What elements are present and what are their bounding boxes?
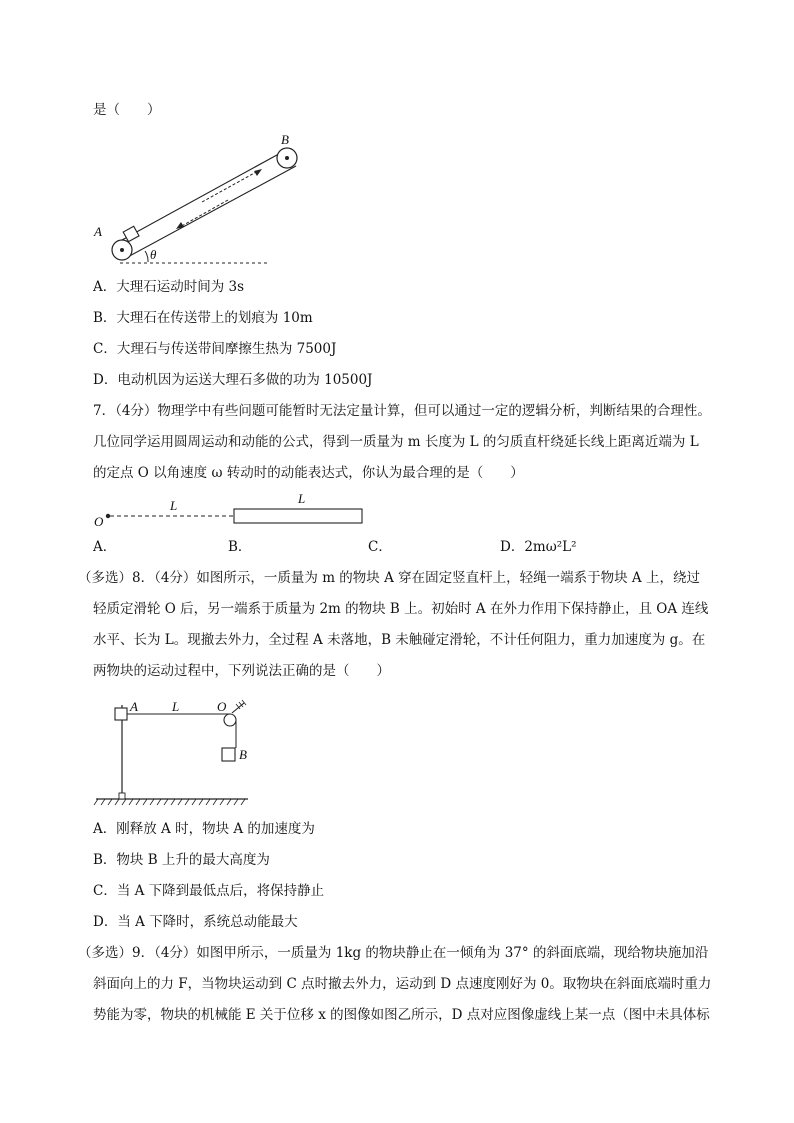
length-l-label-2: L xyxy=(298,491,306,506)
point-a-label: A xyxy=(94,224,102,239)
conveyor-figure xyxy=(90,128,305,268)
theta-label: θ xyxy=(150,247,157,262)
q8-option-a: A．刚释放 A 时，物块 A 的加速度为 xyxy=(93,821,315,837)
q6-option-d: D．电动机因为运送大理石多做的功为 10500J xyxy=(93,372,373,388)
q7-line-3: 的定点 O 以角速度 ω 转动时的动能表达式，你认为最合理的是（ ） xyxy=(93,465,524,481)
q8-option-b: B．物块 B 上升的最大高度为 xyxy=(93,852,270,868)
q8-line-4: 两物块的运动过程中，下列说法正确的是（ ） xyxy=(93,663,390,679)
length-l-label-1: L xyxy=(170,498,178,513)
block-a-label: A xyxy=(130,699,138,714)
q8-line-1: （多选）8．（4分）如图所示，一质量为 m 的物块 A 穿在固定竖直杆上，轻绳一端系于物块 A 上，绕过 xyxy=(78,570,700,586)
q7-option-c: C． xyxy=(368,539,392,555)
q9-line-3: 势能为零，物块的机械能 E 关于位移 x 的图像如图乙所示，D 点对应图像虚线上某一点（图中未具体标 xyxy=(93,1007,710,1023)
pulley-figure xyxy=(92,693,257,808)
q8-option-c: C．当 A 下降到最低点后，将保持静止 xyxy=(93,883,325,899)
length-l-label: L xyxy=(172,699,180,714)
q8-line-2: 轻质定滑轮 O 后，另一端系于质量为 2m 的物块 B 上。初始时 A 在外力作用下保持静止，且 OA 连线 xyxy=(93,601,709,617)
q8-line-3: 水平、长为 L。现撤去外力，全过程 A 未落地，B 未触碰定滑轮，不计任何阻力，重力加速度为 g。在 xyxy=(93,632,706,648)
point-b-label: B xyxy=(281,132,289,147)
q7-option-b: B． xyxy=(228,539,252,555)
q6-option-b: B．大理石在传送带上的划痕为 10m xyxy=(93,310,313,326)
point-o-label: O xyxy=(94,514,104,529)
q7-option-d: D．2mω²L² xyxy=(500,539,577,555)
q7-line-1: 7．（4分）物理学中有些问题可能暂时无法定量计算，但可以通过一定的逻辑分析，判断结果的合理性。 xyxy=(93,403,711,419)
q6-option-c: C．大理石与传送带间摩擦生热为 7500J xyxy=(93,341,337,357)
block-b-label: B xyxy=(239,747,247,762)
q8-option-d: D．当 A 下降时，系统总动能最大 xyxy=(93,914,298,930)
q9-line-1: （多选）9．（4分）如图甲所示，一质量为 1kg 的物块静止在一倾角为 37° 的斜面底端，现给物块施加沿 xyxy=(78,945,709,961)
q7-option-a: A． xyxy=(93,539,117,555)
q9-line-2: 斜面向上的力 F，当物块运动到 C 点时撤去外力，运动到 D 点速度刚好为 0。取物块在斜面底端时重力 xyxy=(93,976,712,992)
rod-figure xyxy=(88,488,373,533)
q6-stem-tail: 是（ ） xyxy=(93,102,161,118)
q7-line-2: 几位同学运用圆周运动和动能的公式，得到一质量为 m 长度为 L 的匀质直杆绕延长线上距离近端为 L xyxy=(93,434,699,450)
pulley-o-label: O xyxy=(217,699,227,714)
q6-option-a: A．大理石运动时间为 3s xyxy=(93,279,245,295)
